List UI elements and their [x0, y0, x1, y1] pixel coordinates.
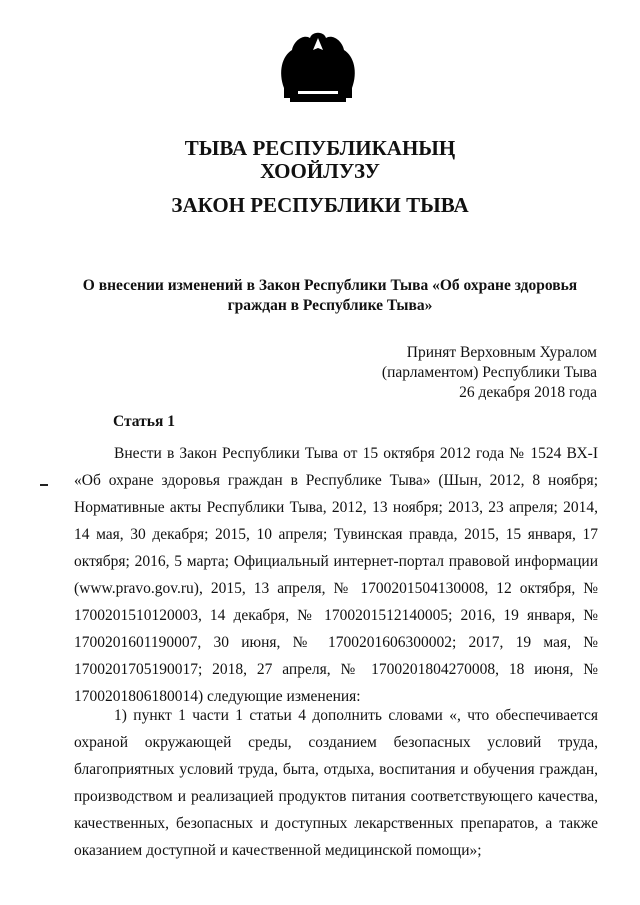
adoption-line2: (парламентом) Республики Тыва	[381, 364, 597, 381]
republic-header-line1: ТЫВА РЕСПУБЛИКАНЫҢ	[184, 136, 456, 160]
article-paragraph-1	[74, 440, 598, 710]
law-subject	[70, 276, 590, 316]
law-subject-line2: граждан в Республике Тыва»	[227, 297, 433, 314]
adoption-note	[382, 343, 597, 403]
article-paragraph-1-text: Внести в Закон Республики Тыва от 15 октября 2012 года № 1524 ВХ-I «Об охране здоровья граждан в Республике Тыва» (Шын, 2012, 8 ноября; Нормативные акты Республики Тыва, 2012, 13 ноября; 2013, 23 апреля; 2014, 14 мая, 30 декабря; 2015, 10 апреля; Тувинская правда, 2015, 15 января, 17 октября; 2016, 5 марта; Официальный интернет-портал правовой информации (www.pravo.gov.ru), 2015, 13 апреля, № 1700201504130008, 12 октября, № 1700201510120003, 14 декабря, № 1700201512140005; 2016, 19 января, № 1700201601190007, 30 июня, № 1700201606300002; 2017, 19 мая, № 1700201705190017; 2018, 27 апреля, № 1700201804270008, 18 июня, № 1700201806180014) следующие изменения:	[74, 445, 598, 705]
law-title: ЗАКОН РЕСПУБЛИКИ ТЫВА	[171, 193, 469, 217]
article-paragraph-2	[74, 702, 598, 864]
article-title: Статья 1	[113, 413, 175, 430]
law-subject-line1: О внесении изменений в Закон Республики Тыва «Об охране здоровья	[82, 277, 578, 294]
emblem-icon	[276, 28, 360, 106]
article-paragraph-2-text: 1) пункт 1 части 1 статьи 4 дополнить словами «, что обеспечивается охраной окружающей среды, созданием безопасных условий труда, благоприятных условий труда, быта, отдыха, воспитания и обучения граждан, производством и реализацией продуктов питания соответствующего качества, качественных, безопасных и доступных лекарственных препаратов, а также оказанием доступной и качественной медицинской помощи»;	[74, 707, 598, 859]
republic-header-line2: ХООЙЛУЗУ	[260, 159, 380, 183]
adoption-line1: Принят Верховным Хуралом	[406, 344, 597, 361]
adoption-date: 26 декабря 2018 года	[459, 384, 597, 401]
margin-mark	[40, 484, 48, 486]
